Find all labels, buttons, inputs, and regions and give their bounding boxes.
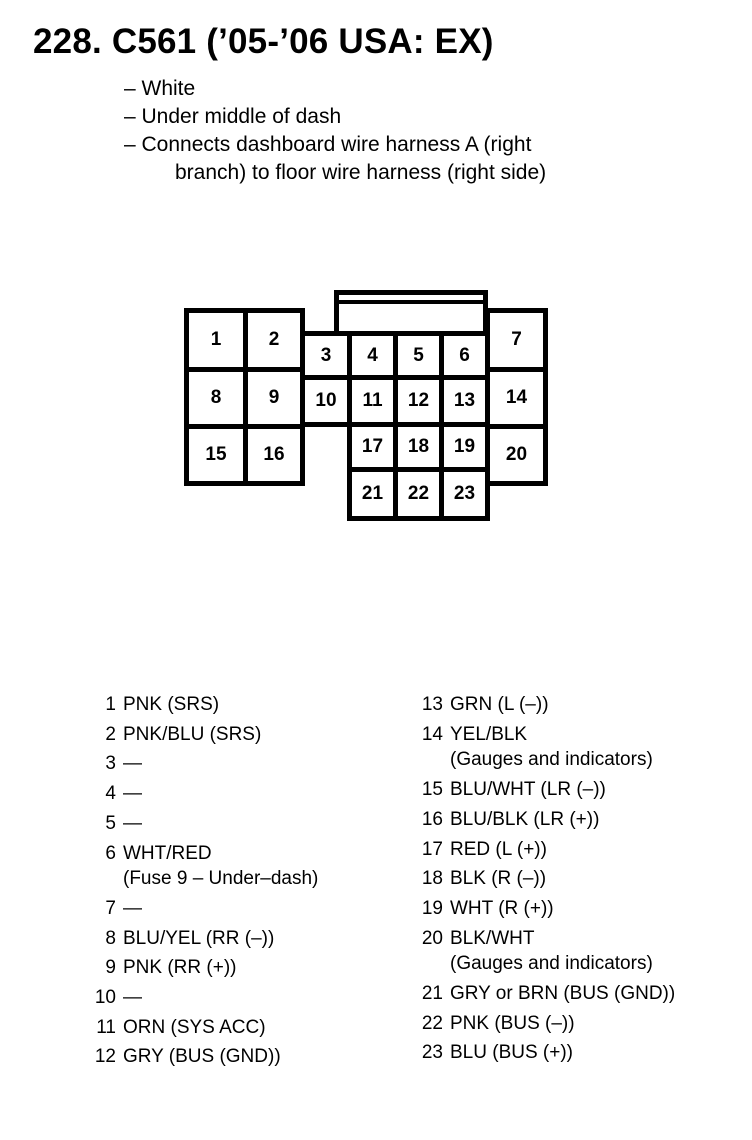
pin-6: 6 — [439, 331, 490, 380]
pin-7: 7 — [485, 308, 548, 372]
pin-1: 1 — [184, 308, 248, 372]
pin-3: 3 — [300, 331, 352, 380]
legend-row-19: 19 WHT (R (+)) — [421, 897, 554, 919]
legend-row-10: 10 — — [94, 987, 142, 1009]
pin-17: 17 — [347, 422, 398, 472]
pin-16: 16 — [243, 424, 305, 486]
description-connects-continued: branch) to floor wire harness (right side) — [175, 161, 547, 184]
legend-row-4: 4 — — [105, 783, 142, 805]
pin-15: 15 — [184, 424, 248, 486]
legend-row-13: 13 GRN (L (–)) — [421, 694, 549, 715]
legend-row-14: 14 YEL/BLK — [421, 723, 528, 745]
legend-row-22: 22 PNK (BUS (–)) — [421, 1012, 575, 1034]
description-location: – Under middle of dash — [124, 105, 342, 128]
legend-row-8: 8 BLU/YEL (RR (–)) — [105, 927, 275, 949]
pin-11: 11 — [347, 375, 398, 427]
pin-18: 18 — [393, 422, 444, 472]
description-connects: – Connects dashboard wire harness A (right — [124, 133, 532, 156]
pin-20: 20 — [485, 424, 548, 486]
legend-row-6-continued: (Fuse 9 – Under–dash) — [123, 868, 319, 890]
pin-2: 2 — [243, 308, 305, 372]
pin-10: 10 — [300, 375, 352, 427]
legend-row-23: 23 BLU (BUS (+)) — [421, 1042, 573, 1064]
legend-row-21: 21 GRY or BRN (BUS (GND)) — [421, 983, 676, 1005]
pin-8: 8 — [184, 367, 248, 429]
pin-5: 5 — [393, 331, 444, 380]
legend-row-18: 18 BLK (R (–)) — [421, 868, 547, 890]
legend-row-20-continued: (Gauges and indicators) — [450, 953, 653, 975]
legend-row-20: 20 BLK/WHT — [421, 927, 535, 949]
legend-row-2: 2 PNK/BLU (SRS) — [105, 723, 262, 745]
legend-row-5: 5 — — [105, 812, 142, 834]
pin-14: 14 — [485, 367, 548, 429]
legend-row-9: 9 PNK (RR (+)) — [105, 957, 237, 979]
pin-12: 12 — [393, 375, 444, 427]
legend-row-6: 6 WHT/RED — [105, 842, 212, 864]
connector-title: 228. C561 (’05-’06 USA: EX) — [33, 22, 494, 61]
legend-row-12: 12 GRY (BUS (GND)) — [94, 1046, 281, 1068]
pin-13: 13 — [439, 375, 490, 427]
legend-row-16: 16 BLU/BLK (LR (+)) — [421, 808, 600, 830]
legend-row-7: 7 — — [105, 897, 142, 919]
legend-row-14-continued: (Gauges and indicators) — [450, 749, 653, 771]
legend-row-1: 1 PNK (SRS) — [105, 694, 220, 715]
pin-legend-right — [413, 690, 675, 1068]
pin-23: 23 — [439, 467, 490, 521]
pin-9: 9 — [243, 367, 305, 429]
legend-row-11: 11 ORN (SYS ACC) — [96, 1016, 266, 1038]
legend-row-17: 17 RED (L (+)) — [421, 838, 547, 860]
pin-legend-left — [86, 690, 318, 1072]
latch-inner-line — [339, 300, 483, 304]
pin-21: 21 — [347, 467, 398, 521]
legend-row-15: 15 BLU/WHT (LR (–)) — [421, 779, 606, 801]
description-color: – White — [124, 77, 196, 100]
legend-row-3: 3 — — [105, 753, 142, 775]
pin-22: 22 — [393, 467, 444, 521]
pin-19: 19 — [439, 422, 490, 472]
pin-4: 4 — [347, 331, 398, 380]
